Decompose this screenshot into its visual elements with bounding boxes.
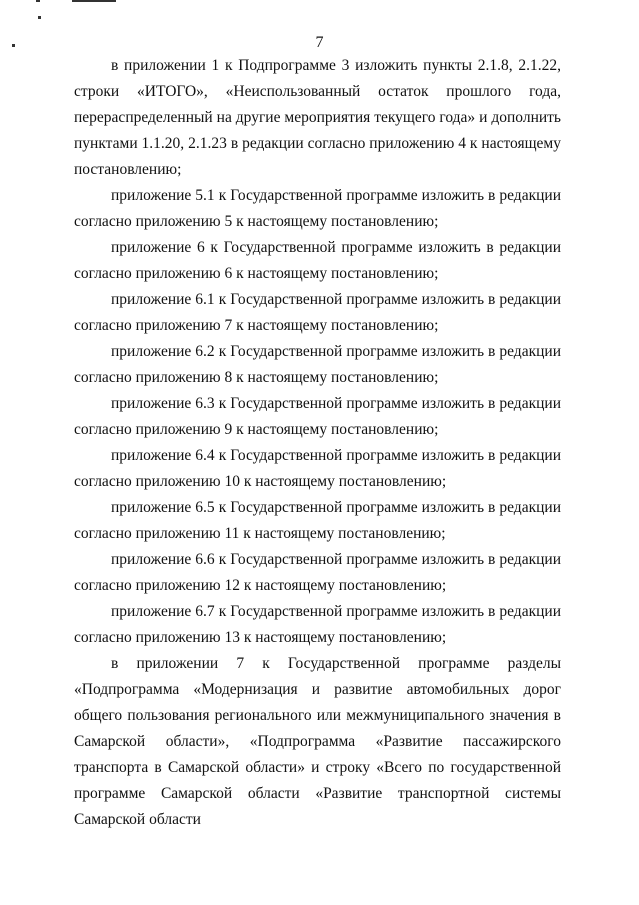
paragraph-appendix-6-1: приложение 6.1 к Государственной программе изложить в редакции согласно приложению 7 к настоящему постановлению;	[74, 291, 561, 334]
paragraph-appendix-6-6: приложение 6.6 к Государственной программе изложить в редакции согласно приложению 12 к настоящему постановлению;	[74, 551, 561, 594]
paragraph-appendix-6-2: приложение 6.2 к Государственной программе изложить в редакции согласно приложению 8 к настоящему постановлению;	[74, 343, 561, 386]
page-number: 7	[315, 34, 324, 51]
paragraph-appendix-6-5: приложение 6.5 к Государственной программе изложить в редакции согласно приложению 11 к настоящему постановлению;	[74, 499, 561, 542]
scan-artifact-dot	[38, 16, 41, 19]
paragraph-appendix-6-4: приложение 6.4 к Государственной программе изложить в редакции согласно приложению 10 к настоящему постановлению;	[74, 447, 561, 490]
paragraph-appendix-5-1: приложение 5.1 к Государственной программе изложить в редакции согласно приложению 5 к настоящему постановлению;	[74, 187, 561, 230]
scan-artifact-top-rule	[72, 0, 116, 2]
paragraph-appendix-6-7: приложение 6.7 к Государственной программе изложить в редакции согласно приложению 13 к настоящему постановлению;	[74, 603, 561, 646]
document-body	[74, 53, 561, 833]
scan-artifact-top-left	[36, 0, 40, 2]
paragraph-appendix-1-subprogram-3: в приложении 1 к Подпрограмме 3 изложить пункты 2.1.8, 2.1.22, строки «ИТОГО», «Неиспользованный остаток прошлого года, перераспределенный на другие мероприятия текущего года» и дополнить пунктами 1.1.20, 2.1.23 в редакции согласно приложению 4 к настоящему постановлению;	[74, 57, 561, 178]
paragraph-appendix-6-3: приложение 6.3 к Государственной программе изложить в редакции согласно приложению 9 к настоящему постановлению;	[74, 395, 561, 438]
paragraph-appendix-6: приложение 6 к Государственной программе изложить в редакции согласно приложению 6 к настоящему постановлению;	[74, 239, 561, 282]
paragraph-appendix-7-sections: в приложении 7 к Государственной программе разделы «Подпрограмма «Модернизация и развитие автомобильных дорог общего пользования регионального или межмуниципального значения в Самарской области», «Подпрограмма «Развитие пассажирского транспорта в Самарской области» и строку «Всего по государственной программе Самарской области «Развитие транспортной системы Самарской области	[74, 655, 561, 828]
